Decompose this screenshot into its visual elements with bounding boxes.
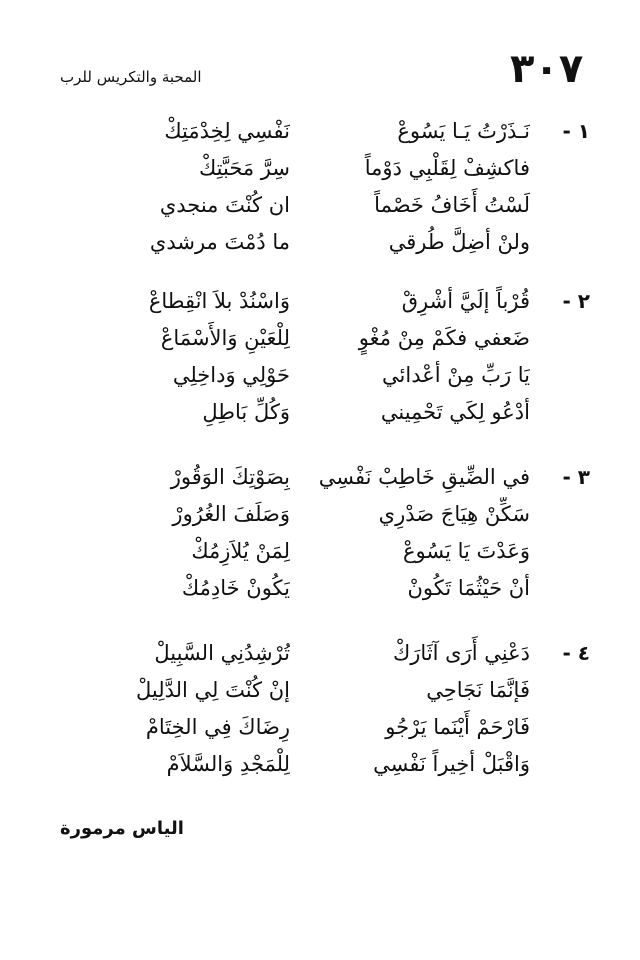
verse-second-hemistich: وَصَلَفَ الغُرُورْ bbox=[172, 502, 290, 526]
stanza-1 bbox=[60, 114, 590, 264]
stanza-2 bbox=[60, 284, 590, 434]
verse-second-hemistich: يَكُونْ خَادِمُكْ bbox=[181, 576, 290, 600]
verse-first-hemistich: ولنْ أضِلَّ طُرقي bbox=[388, 230, 530, 254]
verse-first-hemistich: أنْ حَيْثُمَا تَكُونْ bbox=[407, 576, 530, 600]
verse-line bbox=[60, 114, 530, 148]
verse-line bbox=[60, 225, 530, 259]
verse-second-hemistich: لِلْعَيْنِ وَالأَسْمَاعْ bbox=[160, 326, 290, 350]
verse-second-hemistich: رِضَاكَ فِي الخِتَامْ bbox=[145, 715, 290, 739]
verse-line bbox=[60, 497, 530, 531]
verse-line bbox=[60, 188, 530, 222]
verse-line bbox=[60, 710, 530, 744]
verse-first-hemistich: في الضِّيقِ خَاطِبْ نَفْسِي bbox=[318, 465, 530, 489]
verse-line bbox=[60, 321, 530, 355]
verse-second-hemistich: إنْ كُنْتَ لِي الدَّلِيلْ bbox=[135, 678, 290, 702]
verse-second-hemistich: سِرَّ مَحَبَّتِكْ bbox=[198, 156, 290, 180]
verse-line bbox=[60, 460, 530, 494]
verse-first-hemistich: وَاقْبَلْ أخِيراً نَفْسِي bbox=[373, 752, 530, 776]
verse-first-hemistich: فَارْحَمْ أَيْنَما يَرْجُو bbox=[385, 715, 530, 739]
verse-first-hemistich: قُرْباً إلَيَّ أشْرِقْ bbox=[401, 289, 530, 313]
author-name: الياس مرمورة bbox=[60, 818, 184, 839]
verse-line bbox=[60, 534, 530, 568]
verse-first-hemistich: دَعْنِي أَرَى آثَارَكْ bbox=[392, 641, 530, 665]
verse-first-hemistich: يَا رَبِّ مِنْ أعْدائي bbox=[382, 363, 530, 387]
verse-second-hemistich: تُرْشِدُنِي السَّبِيلْ bbox=[154, 641, 290, 665]
verse-first-hemistich: لَسْتُ أَخَافُ خَصْماً bbox=[374, 193, 530, 217]
running-title: المحبة والتكريس للرب bbox=[60, 68, 202, 86]
stanza-number: ٣ - bbox=[562, 465, 590, 489]
stanza-3 bbox=[60, 460, 590, 610]
verse-second-hemistich: وَكُلِّ بَاطِلِ bbox=[202, 400, 290, 424]
verse-second-hemistich: وَاسْنُدْ بلاَ انْقِطاعْ bbox=[148, 289, 290, 313]
verse-second-hemistich: نَفْسِي لِخِدْمَتِكْ bbox=[164, 119, 290, 143]
verse-second-hemistich: بِصَوْتِكَ الوَقُورْ bbox=[170, 465, 290, 489]
page-number: ٣٠٧ bbox=[510, 46, 584, 92]
stanza-4 bbox=[60, 636, 590, 786]
verse-first-hemistich: سَكِّنْ هِيَاجَ صَدْرِي bbox=[378, 502, 530, 526]
stanza-number: ٢ - bbox=[562, 289, 590, 313]
verse-second-hemistich: ان كُنْتَ منجدي bbox=[159, 193, 290, 217]
verse-second-hemistich: حَوْلِي وَداخِلِي bbox=[172, 363, 290, 387]
verse-second-hemistich: لِمَنْ يُلاَزِمُكْ bbox=[191, 539, 290, 563]
verse-line bbox=[60, 673, 530, 707]
verse-first-hemistich: فاكشِفْ لِقَلْبِي دَوْماً bbox=[364, 156, 530, 180]
verse-first-hemistich: فَإنَّمَا نَجَاحِي bbox=[426, 678, 530, 702]
verse-first-hemistich: وَعَدْتَ يَا يَسُوعْ bbox=[402, 539, 530, 563]
stanza-number: ٤ - bbox=[562, 641, 590, 665]
verse-second-hemistich: ما دُمْتَ مرشدي bbox=[149, 230, 290, 254]
verse-first-hemistich: نَـذَرْتُ يَـا يَسُوعْ bbox=[397, 119, 530, 143]
verse-line bbox=[60, 571, 530, 605]
verse-second-hemistich: لِلْمَجْدِ وَالسَّلاَمْ bbox=[166, 752, 290, 776]
verse-line bbox=[60, 358, 530, 392]
verse-line bbox=[60, 151, 530, 185]
verse-line bbox=[60, 284, 530, 318]
verse-line bbox=[60, 395, 530, 429]
verse-line bbox=[60, 636, 530, 670]
stanza-number: ١ - bbox=[562, 119, 590, 143]
verse-first-hemistich: أدْعُو لِكَي تَحْمِيني bbox=[380, 400, 530, 424]
verse-first-hemistich: ضَعفي فكَمْ مِنْ مُغْوٍ bbox=[358, 326, 530, 350]
verse-line bbox=[60, 747, 530, 781]
